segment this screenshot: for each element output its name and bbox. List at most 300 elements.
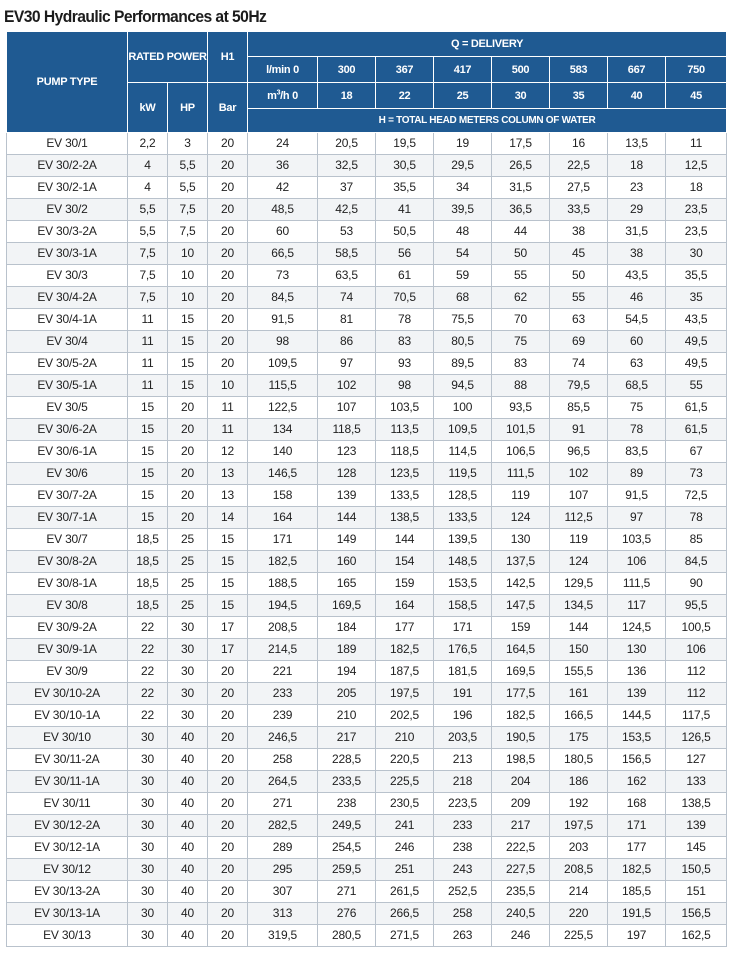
value-cell: 128,5 xyxy=(434,485,492,507)
value-cell: 55 xyxy=(550,287,608,309)
value-cell: 2,2 xyxy=(128,133,168,155)
pump-type-cell: EV 30/2-2A xyxy=(7,155,128,177)
table-row xyxy=(7,331,727,353)
table-body xyxy=(7,133,727,947)
value-cell: 106 xyxy=(608,551,666,573)
value-cell: 18 xyxy=(608,155,666,177)
value-cell: 96,5 xyxy=(550,441,608,463)
value-cell: 113,5 xyxy=(376,419,434,441)
value-cell: 36,5 xyxy=(492,199,550,221)
value-cell: 30 xyxy=(128,881,168,903)
value-cell: 191 xyxy=(434,683,492,705)
value-cell: 153,5 xyxy=(434,573,492,595)
value-cell: 93,5 xyxy=(492,397,550,419)
value-cell: 119,5 xyxy=(434,463,492,485)
value-cell: 182,5 xyxy=(608,859,666,881)
value-cell: 78 xyxy=(376,309,434,331)
value-cell: 30 xyxy=(128,837,168,859)
value-cell: 40 xyxy=(168,793,208,815)
value-cell: 40 xyxy=(168,837,208,859)
value-cell: 20 xyxy=(208,309,248,331)
value-cell: 209 xyxy=(492,793,550,815)
value-cell: 164 xyxy=(248,507,318,529)
value-cell: 27,5 xyxy=(550,177,608,199)
value-cell: 263 xyxy=(434,925,492,947)
value-cell: 73 xyxy=(248,265,318,287)
value-cell: 107 xyxy=(550,485,608,507)
header-m3h-label xyxy=(248,83,318,109)
value-cell: 20 xyxy=(208,265,248,287)
value-cell: 86 xyxy=(318,331,376,353)
header-m3h-value: 35 xyxy=(550,83,608,109)
value-cell: 72,5 xyxy=(666,485,727,507)
value-cell: 18,5 xyxy=(128,529,168,551)
value-cell: 180,5 xyxy=(550,749,608,771)
value-cell: 230,5 xyxy=(376,793,434,815)
value-cell: 149 xyxy=(318,529,376,551)
value-cell: 20,5 xyxy=(318,133,376,155)
value-cell: 22 xyxy=(128,705,168,727)
value-cell: 156,5 xyxy=(608,749,666,771)
header-m3h-value: 40 xyxy=(608,83,666,109)
value-cell: 4 xyxy=(128,177,168,199)
value-cell: 3 xyxy=(168,133,208,155)
value-cell: 133,5 xyxy=(376,485,434,507)
value-cell: 233 xyxy=(434,815,492,837)
value-cell: 40 xyxy=(168,903,208,925)
table-row xyxy=(7,573,727,595)
value-cell: 203,5 xyxy=(434,727,492,749)
value-cell: 240,5 xyxy=(492,903,550,925)
table-row xyxy=(7,749,727,771)
value-cell: 208,5 xyxy=(248,617,318,639)
value-cell: 61 xyxy=(376,265,434,287)
value-cell: 213 xyxy=(434,749,492,771)
header-head-note: H = TOTAL HEAD METERS COLUMN OF WATER xyxy=(248,109,727,133)
value-cell: 15 xyxy=(128,419,168,441)
value-cell: 11 xyxy=(666,133,727,155)
header-bar: Bar xyxy=(208,83,248,133)
value-cell: 103,5 xyxy=(608,529,666,551)
value-cell: 13 xyxy=(208,463,248,485)
value-cell: 85,5 xyxy=(550,397,608,419)
value-cell: 181,5 xyxy=(434,661,492,683)
table-row xyxy=(7,551,727,573)
header-m3h-value: 25 xyxy=(434,83,492,109)
pump-type-cell: EV 30/10-1A xyxy=(7,705,128,727)
value-cell: 115,5 xyxy=(248,375,318,397)
value-cell: 4 xyxy=(128,155,168,177)
value-cell: 11 xyxy=(128,375,168,397)
pump-type-cell: EV 30/10 xyxy=(7,727,128,749)
value-cell: 11 xyxy=(208,419,248,441)
value-cell: 7,5 xyxy=(128,243,168,265)
value-cell: 241 xyxy=(376,815,434,837)
pump-type-cell: EV 30/7-1A xyxy=(7,507,128,529)
value-cell: 204 xyxy=(492,771,550,793)
table-row xyxy=(7,309,727,331)
value-cell: 165 xyxy=(318,573,376,595)
pump-type-cell: EV 30/12-2A xyxy=(7,815,128,837)
table-row xyxy=(7,133,727,155)
value-cell: 264,5 xyxy=(248,771,318,793)
m3h-sup: 3 xyxy=(276,88,281,96)
value-cell: 91 xyxy=(550,419,608,441)
value-cell: 129,5 xyxy=(550,573,608,595)
pump-type-cell: EV 30/5-2A xyxy=(7,353,128,375)
value-cell: 91,5 xyxy=(608,485,666,507)
pump-type-cell: EV 30/12-1A xyxy=(7,837,128,859)
header-q-delivery: Q = DELIVERY xyxy=(248,32,727,57)
value-cell: 214,5 xyxy=(248,639,318,661)
value-cell: 147,5 xyxy=(492,595,550,617)
value-cell: 139 xyxy=(666,815,727,837)
value-cell: 159 xyxy=(492,617,550,639)
table-row xyxy=(7,199,727,221)
value-cell: 177 xyxy=(608,837,666,859)
pump-type-cell: EV 30/13-1A xyxy=(7,903,128,925)
value-cell: 5,5 xyxy=(128,221,168,243)
table-row xyxy=(7,595,727,617)
value-cell: 210 xyxy=(318,705,376,727)
value-cell: 169,5 xyxy=(492,661,550,683)
value-cell: 158 xyxy=(248,485,318,507)
pump-type-cell: EV 30/13 xyxy=(7,925,128,947)
value-cell: 20 xyxy=(208,727,248,749)
value-cell: 83 xyxy=(376,331,434,353)
value-cell: 7,5 xyxy=(128,265,168,287)
value-cell: 221 xyxy=(248,661,318,683)
value-cell: 62 xyxy=(492,287,550,309)
header-lmin-value: 583 xyxy=(550,57,608,83)
value-cell: 202,5 xyxy=(376,705,434,727)
value-cell: 18,5 xyxy=(128,573,168,595)
value-cell: 182,5 xyxy=(376,639,434,661)
value-cell: 109,5 xyxy=(434,419,492,441)
table-row xyxy=(7,155,727,177)
value-cell: 84,5 xyxy=(248,287,318,309)
value-cell: 32,5 xyxy=(318,155,376,177)
value-cell: 38 xyxy=(550,221,608,243)
value-cell: 130 xyxy=(608,639,666,661)
pump-type-cell: EV 30/8-2A xyxy=(7,551,128,573)
value-cell: 53 xyxy=(318,221,376,243)
value-cell: 15 xyxy=(128,441,168,463)
value-cell: 15 xyxy=(128,397,168,419)
pump-type-cell: EV 30/6-2A xyxy=(7,419,128,441)
value-cell: 266,5 xyxy=(376,903,434,925)
value-cell: 81 xyxy=(318,309,376,331)
value-cell: 153,5 xyxy=(608,727,666,749)
value-cell: 5,5 xyxy=(128,199,168,221)
table-row xyxy=(7,881,727,903)
header-m3h-value: 45 xyxy=(666,83,727,109)
value-cell: 70,5 xyxy=(376,287,434,309)
pump-type-cell: EV 30/3 xyxy=(7,265,128,287)
value-cell: 46 xyxy=(608,287,666,309)
value-cell: 30 xyxy=(128,859,168,881)
pump-type-cell: EV 30/9 xyxy=(7,661,128,683)
value-cell: 187,5 xyxy=(376,661,434,683)
table-row xyxy=(7,441,727,463)
value-cell: 90 xyxy=(666,573,727,595)
value-cell: 37 xyxy=(318,177,376,199)
value-cell: 29 xyxy=(608,199,666,221)
value-cell: 55 xyxy=(492,265,550,287)
value-cell: 102 xyxy=(318,375,376,397)
table-row xyxy=(7,287,727,309)
value-cell: 161 xyxy=(550,683,608,705)
value-cell: 123 xyxy=(318,441,376,463)
value-cell: 13 xyxy=(208,485,248,507)
value-cell: 192 xyxy=(550,793,608,815)
value-cell: 68,5 xyxy=(608,375,666,397)
value-cell: 145 xyxy=(666,837,727,859)
value-cell: 155,5 xyxy=(550,661,608,683)
value-cell: 223,5 xyxy=(434,793,492,815)
header-pump-type: PUMP TYPE xyxy=(7,32,128,133)
value-cell: 239 xyxy=(248,705,318,727)
value-cell: 40 xyxy=(168,727,208,749)
value-cell: 14 xyxy=(208,507,248,529)
value-cell: 41 xyxy=(376,199,434,221)
header-lmin-value: 750 xyxy=(666,57,727,83)
table-row xyxy=(7,925,727,947)
value-cell: 109,5 xyxy=(248,353,318,375)
value-cell: 31,5 xyxy=(608,221,666,243)
value-cell: 75 xyxy=(492,331,550,353)
value-cell: 150,5 xyxy=(666,859,727,881)
value-cell: 319,5 xyxy=(248,925,318,947)
value-cell: 252,5 xyxy=(434,881,492,903)
value-cell: 282,5 xyxy=(248,815,318,837)
value-cell: 40 xyxy=(168,881,208,903)
value-cell: 271,5 xyxy=(376,925,434,947)
value-cell: 139 xyxy=(318,485,376,507)
pump-type-cell: EV 30/4 xyxy=(7,331,128,353)
performance-table xyxy=(6,31,727,947)
value-cell: 7,5 xyxy=(128,287,168,309)
value-cell: 166,5 xyxy=(550,705,608,727)
pump-type-cell: EV 30/12 xyxy=(7,859,128,881)
value-cell: 20 xyxy=(168,507,208,529)
value-cell: 158,5 xyxy=(434,595,492,617)
table-row xyxy=(7,903,727,925)
value-cell: 18,5 xyxy=(128,551,168,573)
value-cell: 7,5 xyxy=(168,199,208,221)
table-row xyxy=(7,727,727,749)
value-cell: 271 xyxy=(248,793,318,815)
header-m3h-value: 22 xyxy=(376,83,434,109)
value-cell: 13,5 xyxy=(608,133,666,155)
pump-type-cell: EV 30/10-2A xyxy=(7,683,128,705)
value-cell: 189 xyxy=(318,639,376,661)
value-cell: 49,5 xyxy=(666,331,727,353)
value-cell: 36 xyxy=(248,155,318,177)
value-cell: 217 xyxy=(492,815,550,837)
value-cell: 112,5 xyxy=(550,507,608,529)
value-cell: 144 xyxy=(376,529,434,551)
value-cell: 60 xyxy=(608,331,666,353)
value-cell: 29,5 xyxy=(434,155,492,177)
value-cell: 97 xyxy=(608,507,666,529)
value-cell: 25 xyxy=(168,551,208,573)
value-cell: 54,5 xyxy=(608,309,666,331)
value-cell: 107 xyxy=(318,397,376,419)
value-cell: 127 xyxy=(666,749,727,771)
value-cell: 33,5 xyxy=(550,199,608,221)
value-cell: 138,5 xyxy=(666,793,727,815)
value-cell: 95,5 xyxy=(666,595,727,617)
value-cell: 164,5 xyxy=(492,639,550,661)
value-cell: 168 xyxy=(608,793,666,815)
value-cell: 34 xyxy=(434,177,492,199)
value-cell: 225,5 xyxy=(376,771,434,793)
value-cell: 35,5 xyxy=(666,265,727,287)
value-cell: 10 xyxy=(168,287,208,309)
value-cell: 243 xyxy=(434,859,492,881)
pump-type-cell: EV 30/13-2A xyxy=(7,881,128,903)
value-cell: 89 xyxy=(608,463,666,485)
value-cell: 22 xyxy=(128,683,168,705)
value-cell: 10 xyxy=(168,265,208,287)
value-cell: 97 xyxy=(318,353,376,375)
value-cell: 85 xyxy=(666,529,727,551)
value-cell: 11 xyxy=(128,353,168,375)
value-cell: 227,5 xyxy=(492,859,550,881)
table-row xyxy=(7,859,727,881)
table-header xyxy=(7,32,727,133)
value-cell: 222,5 xyxy=(492,837,550,859)
value-cell: 133 xyxy=(666,771,727,793)
value-cell: 78 xyxy=(666,507,727,529)
value-cell: 307 xyxy=(248,881,318,903)
value-cell: 20 xyxy=(168,397,208,419)
value-cell: 139 xyxy=(608,683,666,705)
value-cell: 7,5 xyxy=(168,221,208,243)
value-cell: 20 xyxy=(208,199,248,221)
table-row xyxy=(7,485,727,507)
pump-type-cell: EV 30/9-1A xyxy=(7,639,128,661)
value-cell: 50,5 xyxy=(376,221,434,243)
value-cell: 220 xyxy=(550,903,608,925)
value-cell: 20 xyxy=(168,463,208,485)
table-row xyxy=(7,529,727,551)
value-cell: 214 xyxy=(550,881,608,903)
value-cell: 59 xyxy=(434,265,492,287)
pump-type-cell: EV 30/8-1A xyxy=(7,573,128,595)
table-row xyxy=(7,793,727,815)
value-cell: 142,5 xyxy=(492,573,550,595)
value-cell: 80,5 xyxy=(434,331,492,353)
value-cell: 218 xyxy=(434,771,492,793)
value-cell: 30 xyxy=(168,661,208,683)
value-cell: 30 xyxy=(168,639,208,661)
value-cell: 205 xyxy=(318,683,376,705)
value-cell: 198,5 xyxy=(492,749,550,771)
value-cell: 171 xyxy=(248,529,318,551)
pump-type-cell: EV 30/6-1A xyxy=(7,441,128,463)
value-cell: 112 xyxy=(666,683,727,705)
table-row xyxy=(7,397,727,419)
value-cell: 124 xyxy=(550,551,608,573)
value-cell: 197,5 xyxy=(376,683,434,705)
value-cell: 103,5 xyxy=(376,397,434,419)
header-lmin-value: 367 xyxy=(376,57,434,83)
value-cell: 20 xyxy=(208,793,248,815)
value-cell: 30 xyxy=(128,749,168,771)
value-cell: 144 xyxy=(318,507,376,529)
value-cell: 18 xyxy=(666,177,727,199)
value-cell: 246,5 xyxy=(248,727,318,749)
value-cell: 258 xyxy=(248,749,318,771)
value-cell: 22 xyxy=(128,617,168,639)
value-cell: 68 xyxy=(434,287,492,309)
value-cell: 20 xyxy=(208,243,248,265)
value-cell: 42 xyxy=(248,177,318,199)
value-cell: 136 xyxy=(608,661,666,683)
value-cell: 154 xyxy=(376,551,434,573)
table-row xyxy=(7,463,727,485)
value-cell: 139,5 xyxy=(434,529,492,551)
value-cell: 61,5 xyxy=(666,397,727,419)
value-cell: 123,5 xyxy=(376,463,434,485)
value-cell: 124 xyxy=(492,507,550,529)
value-cell: 50 xyxy=(492,243,550,265)
value-cell: 48,5 xyxy=(248,199,318,221)
value-cell: 15 xyxy=(168,331,208,353)
value-cell: 18,5 xyxy=(128,595,168,617)
pump-type-cell: EV 30/8 xyxy=(7,595,128,617)
value-cell: 184 xyxy=(318,617,376,639)
value-cell: 188,5 xyxy=(248,573,318,595)
value-cell: 261,5 xyxy=(376,881,434,903)
value-cell: 11 xyxy=(128,331,168,353)
table-row xyxy=(7,639,727,661)
value-cell: 137,5 xyxy=(492,551,550,573)
value-cell: 271 xyxy=(318,881,376,903)
pump-type-cell: EV 30/5 xyxy=(7,397,128,419)
value-cell: 69 xyxy=(550,331,608,353)
value-cell: 133,5 xyxy=(434,507,492,529)
value-cell: 17,5 xyxy=(492,133,550,155)
header-h1: H1 xyxy=(208,32,248,83)
value-cell: 75 xyxy=(608,397,666,419)
value-cell: 23 xyxy=(608,177,666,199)
value-cell: 20 xyxy=(208,331,248,353)
value-cell: 30 xyxy=(168,683,208,705)
value-cell: 171 xyxy=(434,617,492,639)
value-cell: 151 xyxy=(666,881,727,903)
value-cell: 220,5 xyxy=(376,749,434,771)
value-cell: 289 xyxy=(248,837,318,859)
value-cell: 49,5 xyxy=(666,353,727,375)
value-cell: 45 xyxy=(550,243,608,265)
value-cell: 30 xyxy=(128,793,168,815)
value-cell: 24 xyxy=(248,133,318,155)
table-row xyxy=(7,419,727,441)
value-cell: 295 xyxy=(248,859,318,881)
value-cell: 75,5 xyxy=(434,309,492,331)
value-cell: 171 xyxy=(608,815,666,837)
value-cell: 235,5 xyxy=(492,881,550,903)
table-row xyxy=(7,705,727,727)
value-cell: 78 xyxy=(608,419,666,441)
value-cell: 119 xyxy=(550,529,608,551)
pump-type-cell: EV 30/2-1A xyxy=(7,177,128,199)
pump-type-cell: EV 30/6 xyxy=(7,463,128,485)
value-cell: 20 xyxy=(208,837,248,859)
